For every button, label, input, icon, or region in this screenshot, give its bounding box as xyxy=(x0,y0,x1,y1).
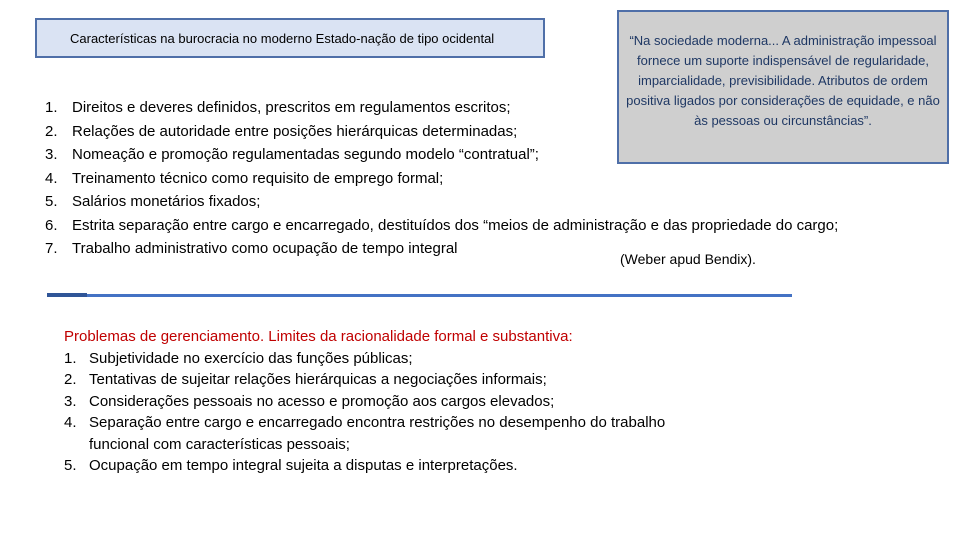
list-item-number: 6. xyxy=(45,216,58,234)
list-item-number: 1. xyxy=(64,349,77,367)
problems-list xyxy=(64,348,729,477)
divider xyxy=(47,294,792,297)
list-item-number: 2. xyxy=(45,122,58,140)
list-item xyxy=(64,391,729,413)
list-item-text: Separação entre cargo e encarregado encontra restrições no desempenho do trabalho funcional com características pessoais; xyxy=(89,414,666,453)
list-item-number: 5. xyxy=(64,457,77,474)
list-item-text: Relações de autoridade entre posições hierárquicas determinadas; xyxy=(72,122,518,140)
list-item-number: 7. xyxy=(45,240,58,257)
characteristics-list xyxy=(45,96,838,261)
list-item-text: Nomeação e promoção regulamentadas segundo modelo “contratual”; xyxy=(72,146,539,163)
list-item-number: 4. xyxy=(45,169,58,187)
list-item-number: 5. xyxy=(45,193,58,210)
list-item-number: 3. xyxy=(64,392,77,410)
citation: (Weber apud Bendix). xyxy=(620,251,756,267)
list-item-text: Tentativas de sujeitar relações hierárquicas a negociações informais; xyxy=(89,371,547,388)
list-item-number: 3. xyxy=(45,146,58,163)
list-item xyxy=(64,369,729,391)
list-item xyxy=(45,214,838,238)
list-item-text: Treinamento técnico como requisito de emprego formal; xyxy=(72,169,444,187)
list-item-text: Considerações pessoais no acesso e promoção aos cargos elevados; xyxy=(89,392,555,410)
problems-heading: Problemas de gerenciamento. Limites da racionalidade formal e substantiva: xyxy=(64,328,573,345)
slide-title: Características na burocracia no moderno Estado-nação de tipo ocidental xyxy=(70,31,495,46)
problems-section xyxy=(64,326,729,477)
list-item-number: 2. xyxy=(64,371,77,388)
list-item xyxy=(45,96,838,120)
list-item xyxy=(45,190,838,214)
list-item-text: Direitos e deveres definidos, prescritos em regulamentos escritos; xyxy=(72,99,511,116)
list-item-number: 1. xyxy=(45,99,58,116)
divider-accent xyxy=(47,293,87,297)
list-item xyxy=(45,167,838,191)
list-item-number: 4. xyxy=(64,414,77,431)
list-item xyxy=(64,455,729,477)
list-item-text: Estrita separação entre cargo e encarregado, destituídos dos “meios de administração e das propriedade do cargo; xyxy=(72,216,839,234)
list-item xyxy=(64,348,729,370)
list-item-text: Ocupação em tempo integral sujeita a disputas e interpretações. xyxy=(89,457,518,474)
list-item xyxy=(45,120,838,144)
title-box xyxy=(35,18,545,58)
list-item xyxy=(45,143,838,167)
list-item-text: Subjetividade no exercício das funções públicas; xyxy=(89,349,413,367)
list-item xyxy=(64,412,729,455)
list-item-text: Trabalho administrativo como ocupação de tempo integral xyxy=(72,240,458,257)
list-item-text: Salários monetários fixados; xyxy=(72,193,261,210)
quote-text: “Na sociedade moderna... A administração impessoal fornece um suporte indispensável de regularidade, imparcialidade, previsibilidade. Atributos de ordem positiva ligados por considerações de equidade, e não às pessoas ou circunstâncias”. xyxy=(626,33,940,128)
